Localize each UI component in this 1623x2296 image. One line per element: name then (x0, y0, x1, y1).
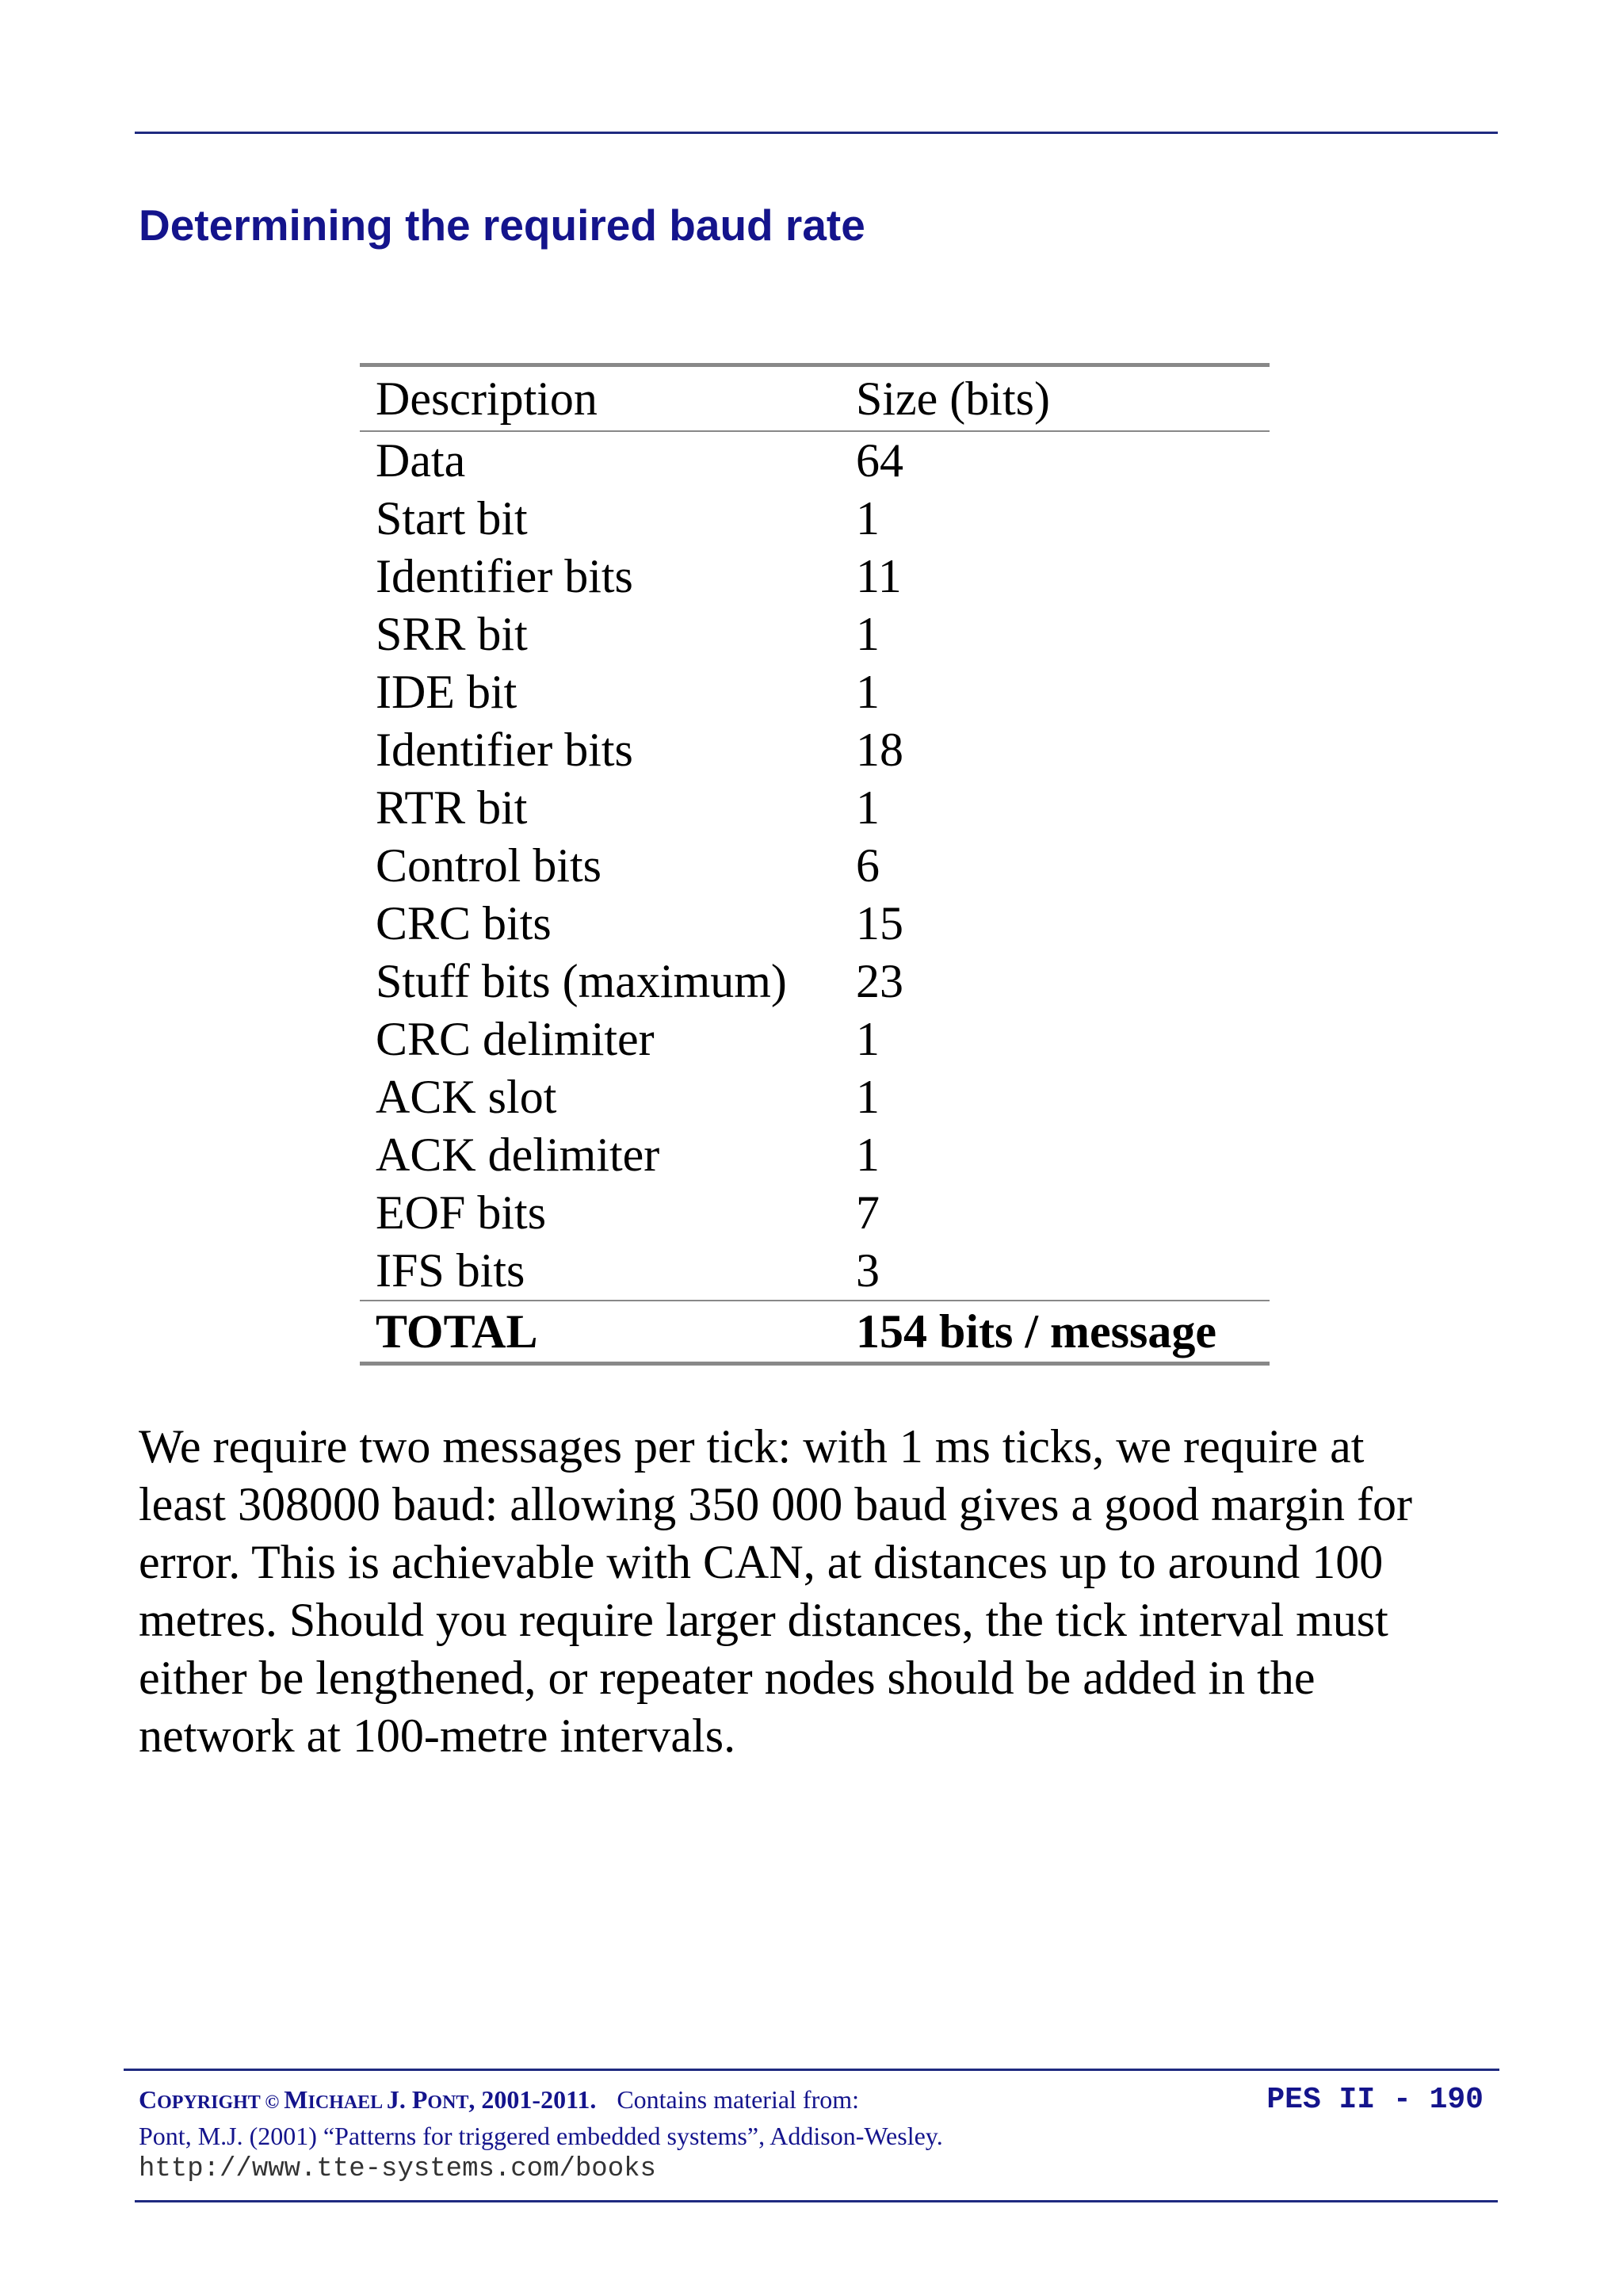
row-size: 7 (856, 1186, 880, 1239)
row-description: ACK slot (376, 1071, 557, 1123)
contains-material-text: Contains material from: (617, 2085, 860, 2114)
row-size: 11 (856, 550, 902, 602)
footer-url: http://www.tte-systems.com/books (139, 2154, 656, 2184)
copyright-years: , 2001-2011. (468, 2085, 597, 2114)
body-line: We require two messages per tick: with 1 ms ticks, we require at (139, 1420, 1365, 1473)
body-paragraph (139, 1418, 1518, 1765)
row-description: CRC bits (376, 897, 552, 949)
copyright-rest: OPYRIGHT © (157, 2092, 285, 2113)
author-rest1: ICHAEL (307, 2092, 387, 2113)
row-description: Data (376, 434, 466, 487)
row-description: Stuff bits (maximum) (376, 955, 787, 1007)
table-row (360, 779, 1270, 837)
total-value: 154 bits / message (840, 1301, 1270, 1362)
bit-size-table (360, 363, 1270, 1366)
table-row (360, 1184, 1270, 1242)
body-line: either be lengthened, or repeater nodes should be added in the (139, 1652, 1316, 1704)
row-size: 18 (856, 724, 903, 776)
row-size: 3 (856, 1244, 880, 1297)
author-m: M (284, 2085, 308, 2114)
table-row (360, 663, 1270, 721)
row-size: 1 (856, 1071, 880, 1123)
author-rest2: ONT (427, 2092, 469, 2113)
row-size: 23 (856, 955, 903, 1007)
table-row (360, 1242, 1270, 1301)
body-line: least 308000 baud: allowing 350 000 baud gives a good margin for (139, 1478, 1412, 1530)
row-description: Identifier bits (376, 550, 633, 602)
table-row (360, 490, 1270, 548)
row-size: 6 (856, 839, 880, 892)
footer-citation: Pont, M.J. (2001) “Patterns for triggered embedded systems”, Addison-Wesley. (139, 2122, 943, 2150)
row-size: 1 (856, 1013, 880, 1065)
copyright-notice (139, 2085, 596, 2114)
page-number-label: PES II - 190 (1266, 2083, 1484, 2117)
table-row (360, 548, 1270, 606)
body-line: error. This is achievable with CAN, at distances up to around 100 (139, 1536, 1384, 1588)
table-row (360, 1068, 1270, 1126)
table-row (360, 837, 1270, 895)
table-header-row (360, 367, 1270, 431)
row-description: Control bits (376, 839, 602, 892)
table-row (360, 895, 1270, 953)
row-description: EOF bits (376, 1186, 547, 1239)
row-description: RTR bit (376, 781, 528, 834)
row-description: IDE bit (376, 666, 517, 718)
table-body (360, 431, 1270, 1301)
column-header-description: Description (360, 367, 840, 431)
total-label: TOTAL (360, 1301, 840, 1362)
row-description: Identifier bits (376, 724, 633, 776)
footer-bottom-divider (135, 2200, 1498, 2202)
table-row (360, 606, 1270, 663)
table-row (360, 721, 1270, 779)
footer-top-divider (124, 2069, 1499, 2071)
page-heading: Determining the required baud rate (139, 201, 865, 250)
row-size: 1 (856, 1129, 880, 1181)
top-divider (135, 132, 1498, 134)
copyright-c: C (139, 2085, 158, 2114)
table-row (360, 431, 1270, 490)
body-line: metres. Should you require larger distances, the tick interval must (139, 1594, 1388, 1646)
row-description: IFS bits (376, 1244, 525, 1297)
row-size: 15 (856, 897, 903, 949)
row-size: 64 (856, 434, 903, 487)
row-description: CRC delimiter (376, 1013, 655, 1065)
table-row (360, 1010, 1270, 1068)
author-j: J. P (386, 2085, 428, 2114)
table-row (360, 953, 1270, 1010)
row-size: 1 (856, 492, 880, 544)
row-description: Start bit (376, 492, 528, 544)
row-size: 1 (856, 781, 880, 834)
row-size: 1 (856, 608, 880, 660)
row-description: SRR bit (376, 608, 528, 660)
bit-size-table-grid (360, 367, 1270, 1362)
table-total-row (360, 1301, 1270, 1362)
body-line: network at 100-metre intervals. (139, 1710, 736, 1762)
table-row (360, 1126, 1270, 1184)
row-size: 1 (856, 666, 880, 718)
row-description: ACK delimiter (376, 1129, 660, 1181)
column-header-size: Size (bits) (840, 367, 1270, 431)
